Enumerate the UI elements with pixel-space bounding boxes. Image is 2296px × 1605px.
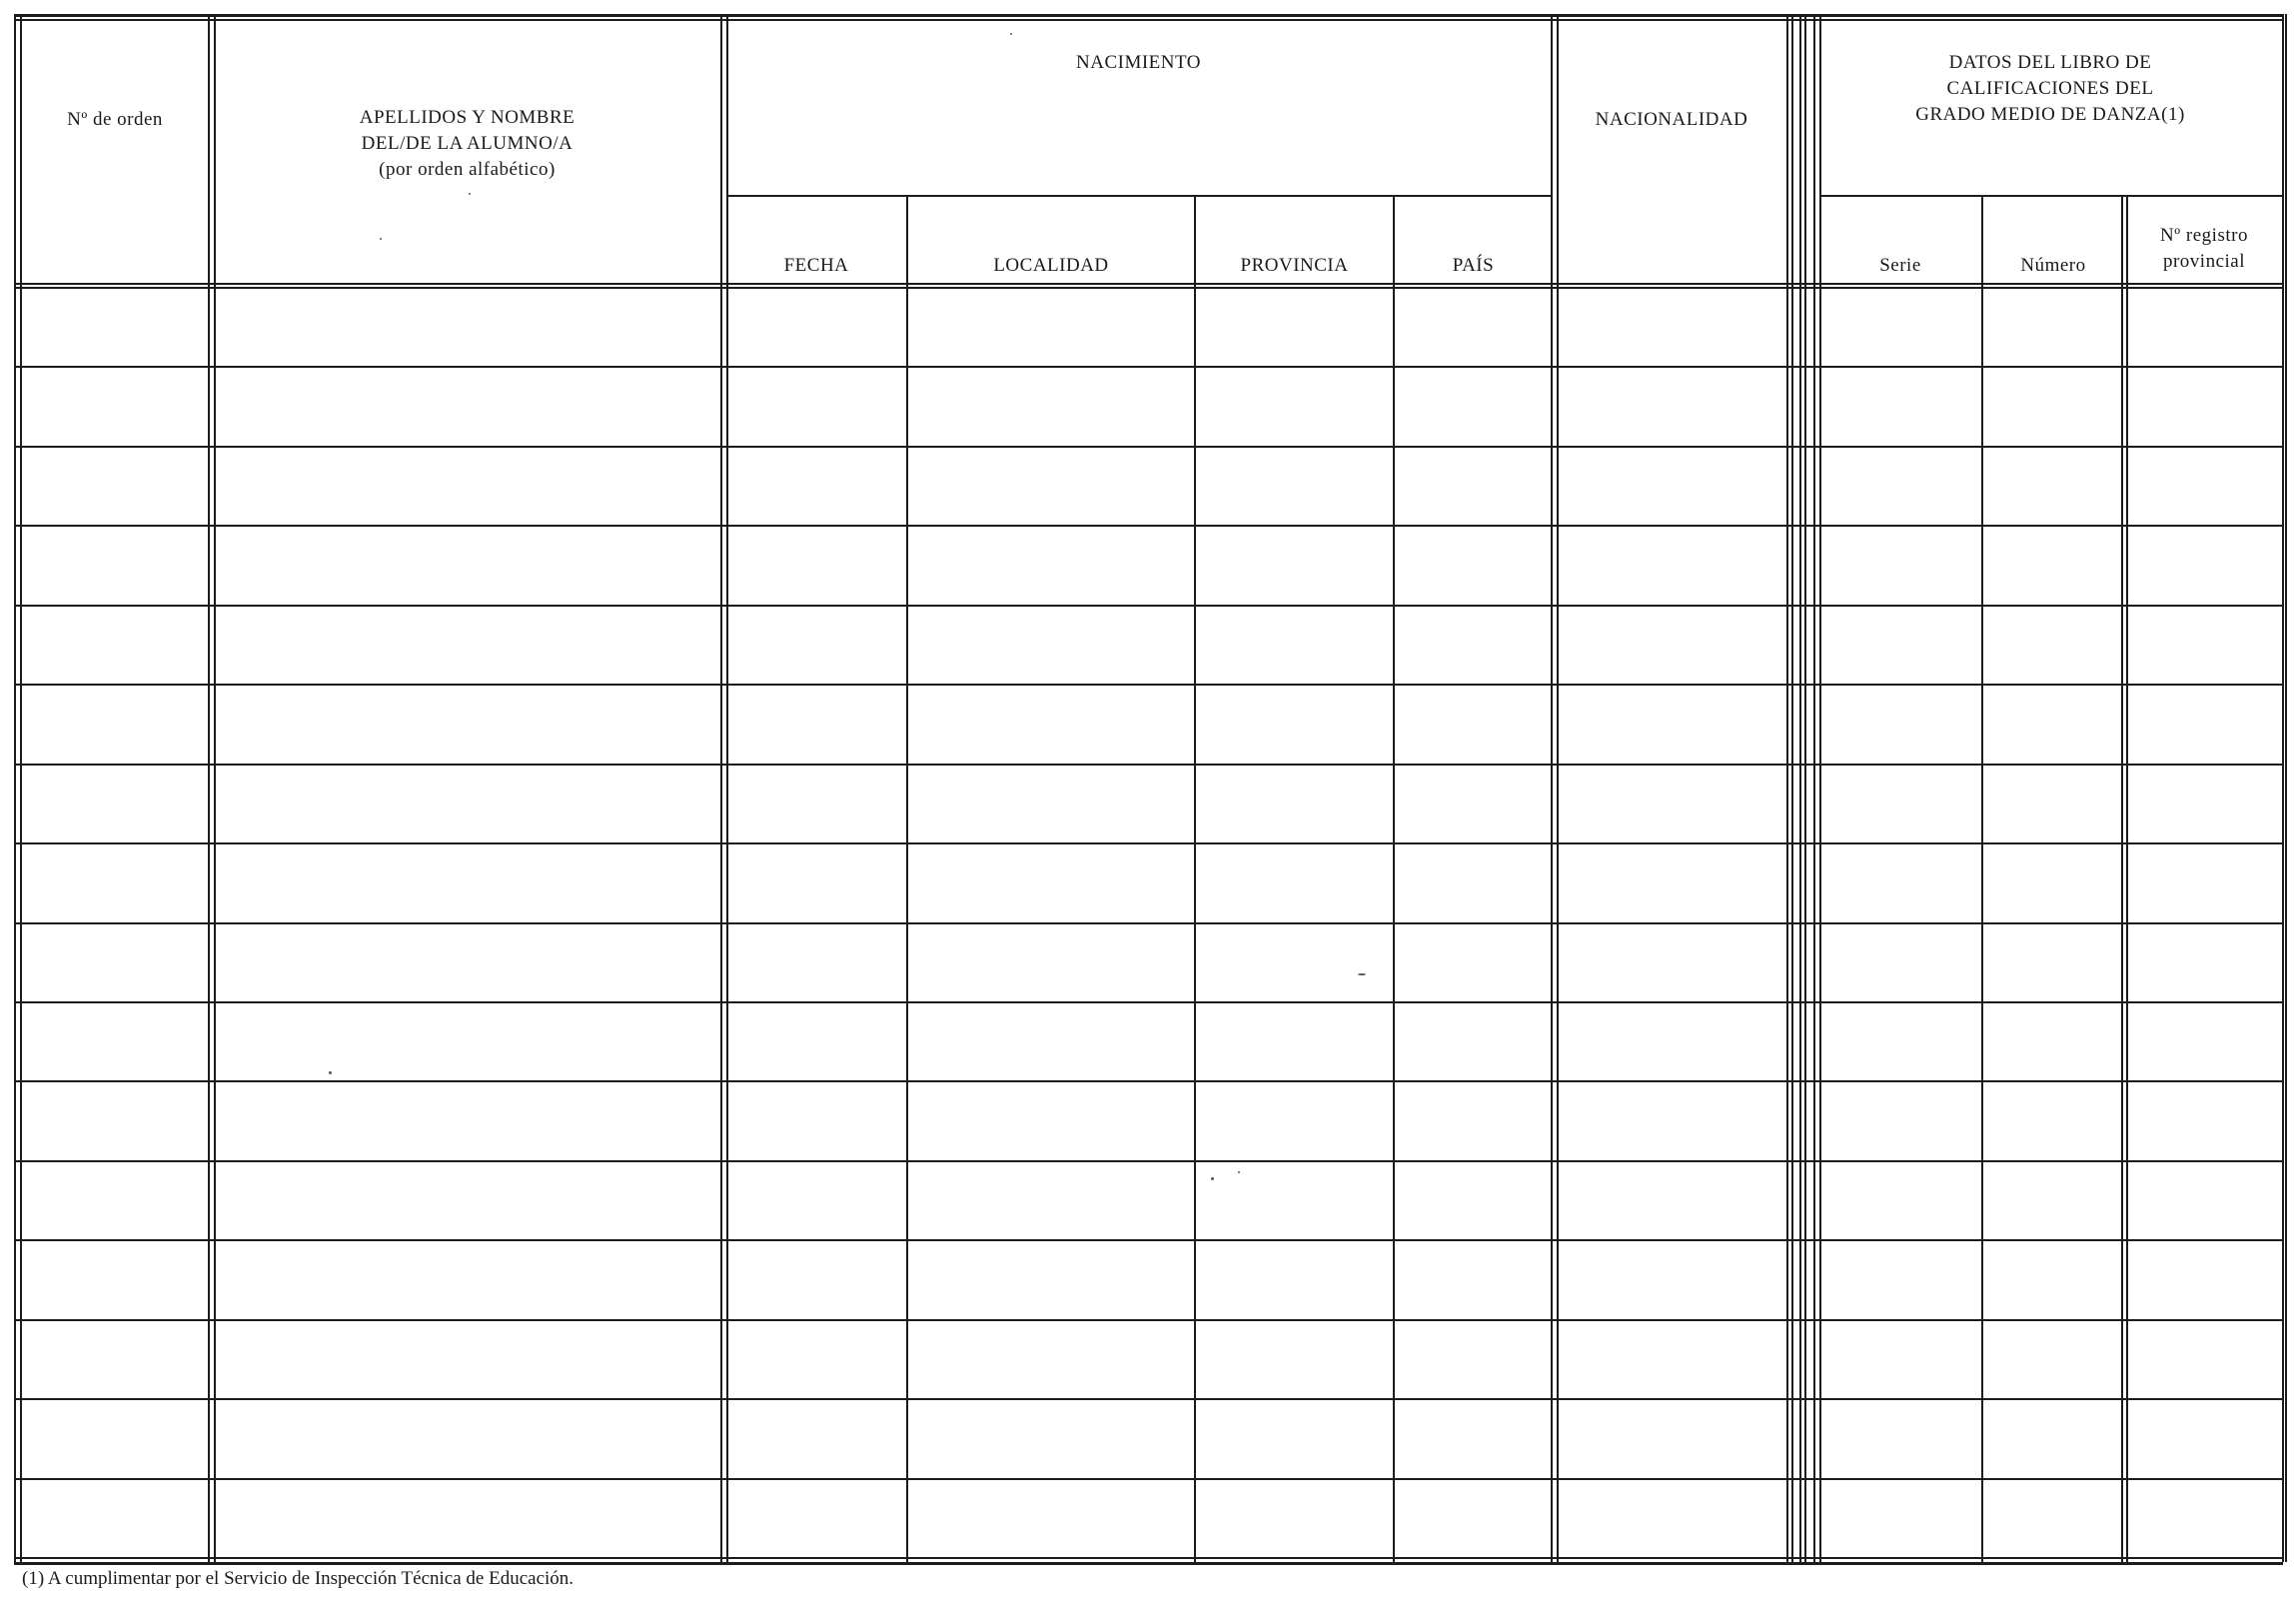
subcolumn-rule <box>906 195 908 1562</box>
cell-registro-provincial[interactable] <box>2130 369 2281 445</box>
cell-registro-provincial[interactable] <box>2130 449 2281 524</box>
cell-fecha[interactable] <box>728 528 905 604</box>
row-rule <box>14 525 2283 527</box>
header-apellidos-line2: DEL/DE LA ALUMNO/A <box>361 133 574 154</box>
cell-pais[interactable] <box>1397 1004 1550 1079</box>
cell-serie[interactable] <box>1821 1004 1980 1079</box>
cell-apellidos-nombre[interactable] <box>216 767 719 841</box>
nacimiento-subheader-rule <box>726 195 1551 197</box>
cell-pais[interactable] <box>1397 528 1550 604</box>
header-datos-libro-line3: GRADO MEDIO DE DANZA(1) <box>1915 104 2185 125</box>
cell-nacionalidad[interactable] <box>1559 845 1785 921</box>
cell-numero-orden[interactable] <box>22 845 207 921</box>
column-rule <box>1799 14 1801 1562</box>
column-rule <box>1551 14 1553 1562</box>
header-datos-libro <box>1820 50 2280 128</box>
cell-numero[interactable] <box>1985 925 2120 1000</box>
cell-numero[interactable] <box>1985 1004 2120 1079</box>
header-fecha: FECHA <box>783 255 849 276</box>
border-bottom <box>14 1562 2283 1565</box>
header-body-rule <box>14 287 2283 289</box>
header-datos-libro-line2: CALIFICACIONES DEL <box>1946 78 2154 99</box>
header-localidad: LOCALIDAD <box>993 255 1109 276</box>
column-rule <box>1804 14 1806 1562</box>
cell-provincia[interactable] <box>1198 1401 1392 1477</box>
cell-numero[interactable] <box>1985 1163 2120 1238</box>
subcolumn-rule <box>1981 195 1983 1562</box>
cell-fecha[interactable] <box>728 1322 905 1397</box>
header-provincia: PROVINCIA <box>1240 255 1349 276</box>
cell-nacionalidad[interactable] <box>1559 528 1785 604</box>
cell-pais[interactable] <box>1397 1481 1550 1556</box>
cell-registro-provincial[interactable] <box>2130 290 2281 365</box>
cell-apellidos-nombre[interactable] <box>216 449 719 524</box>
header-serie: Serie <box>1879 255 1921 276</box>
cell-pais[interactable] <box>1397 687 1550 763</box>
cell-localidad[interactable] <box>910 1163 1193 1238</box>
cell-registro-provincial[interactable] <box>2130 528 2281 604</box>
cell-pais[interactable] <box>1397 1083 1550 1159</box>
column-rule <box>14 14 16 1562</box>
row-rule <box>14 1319 2283 1321</box>
scan-speck <box>380 238 382 240</box>
footnote: (1) A cumplimentar por el Servicio de Inspección Técnica de Educación. <box>22 1568 574 1589</box>
cell-registro-provincial[interactable] <box>2130 925 2281 1000</box>
cell-apellidos-nombre[interactable] <box>216 925 719 1000</box>
row-rule <box>14 605 2283 607</box>
cell-pais[interactable] <box>1397 369 1550 445</box>
cell-registro-provincial[interactable] <box>2130 1163 2281 1238</box>
cell-serie[interactable] <box>1821 528 1980 604</box>
cell-numero[interactable] <box>1985 290 2120 365</box>
cell-provincia[interactable] <box>1198 1004 1392 1079</box>
cell-apellidos-nombre[interactable] <box>216 290 719 365</box>
cell-numero-orden[interactable] <box>22 369 207 445</box>
cell-numero-orden[interactable] <box>22 1322 207 1397</box>
cell-numero-orden[interactable] <box>22 290 207 365</box>
cell-provincia[interactable] <box>1198 687 1392 763</box>
row-rule <box>14 922 2283 924</box>
cell-apellidos-nombre[interactable] <box>216 1322 719 1397</box>
cell-fecha[interactable] <box>728 1242 905 1318</box>
cell-localidad[interactable] <box>910 1481 1193 1556</box>
cell-fecha[interactable] <box>728 1481 905 1556</box>
cell-nacionalidad[interactable] <box>1559 1322 1785 1397</box>
row-rule <box>14 764 2283 766</box>
cell-numero[interactable] <box>1985 608 2120 683</box>
cell-fecha[interactable] <box>728 449 905 524</box>
header-numero-orden: Nº de orden <box>67 109 163 130</box>
subcolumn-rule <box>2121 195 2123 1562</box>
cell-numero-orden[interactable] <box>22 449 207 524</box>
cell-numero-orden[interactable] <box>22 1481 207 1556</box>
header-registro-line2: provincial <box>2162 251 2246 272</box>
subcolumn-rule <box>1194 195 1196 1562</box>
cell-provincia[interactable] <box>1198 1481 1392 1556</box>
cell-fecha[interactable] <box>728 845 905 921</box>
scan-speck <box>329 1071 332 1074</box>
cell-provincia[interactable] <box>1198 1322 1392 1397</box>
column-rule <box>2285 14 2287 1562</box>
header-nacimiento: NACIMIENTO <box>1076 52 1201 73</box>
cell-numero[interactable] <box>1985 449 2120 524</box>
cell-numero-orden[interactable] <box>22 1004 207 1079</box>
cell-nacionalidad[interactable] <box>1559 1242 1785 1318</box>
cell-numero-orden[interactable] <box>22 1242 207 1318</box>
cell-fecha[interactable] <box>728 369 905 445</box>
cell-localidad[interactable] <box>910 449 1193 524</box>
cell-localidad[interactable] <box>910 845 1193 921</box>
cell-registro-provincial[interactable] <box>2130 1083 2281 1159</box>
cell-provincia[interactable] <box>1198 608 1392 683</box>
cell-apellidos-nombre[interactable] <box>216 1401 719 1477</box>
row-rule <box>14 1398 2283 1400</box>
cell-fecha[interactable] <box>728 1163 905 1238</box>
cell-pais[interactable] <box>1397 925 1550 1000</box>
cell-nacionalidad[interactable] <box>1559 1481 1785 1556</box>
cell-serie[interactable] <box>1821 1322 1980 1397</box>
cell-localidad[interactable] <box>910 1242 1193 1318</box>
subcolumn-rule <box>1393 195 1395 1562</box>
header-apellidos-line3: (por orden alfabético) <box>379 159 556 180</box>
cell-serie[interactable] <box>1821 767 1980 841</box>
cell-fecha[interactable] <box>728 925 905 1000</box>
border-top <box>14 14 2283 17</box>
scan-speck <box>1010 33 1012 35</box>
scan-speck <box>1211 1177 1214 1180</box>
cell-serie[interactable] <box>1821 1481 1980 1556</box>
cell-apellidos-nombre[interactable] <box>216 1083 719 1159</box>
cell-registro-provincial[interactable] <box>2130 1004 2281 1079</box>
cell-numero[interactable] <box>1985 1401 2120 1477</box>
column-rule <box>720 14 722 1562</box>
cell-apellidos-nombre[interactable] <box>216 1242 719 1318</box>
cell-numero[interactable] <box>1985 687 2120 763</box>
cell-pais[interactable] <box>1397 845 1550 921</box>
row-rule <box>14 1160 2283 1162</box>
cell-pais[interactable] <box>1397 608 1550 683</box>
cell-serie[interactable] <box>1821 925 1980 1000</box>
cell-serie[interactable] <box>1821 1083 1980 1159</box>
cell-pais[interactable] <box>1397 290 1550 365</box>
cell-numero-orden[interactable] <box>22 1083 207 1159</box>
row-rule <box>14 1080 2283 1082</box>
cell-numero[interactable] <box>1985 845 2120 921</box>
cell-apellidos-nombre[interactable] <box>216 687 719 763</box>
cell-localidad[interactable] <box>910 687 1193 763</box>
cell-provincia[interactable] <box>1198 449 1392 524</box>
cell-provincia[interactable] <box>1198 1083 1392 1159</box>
cell-registro-provincial[interactable] <box>2130 1242 2281 1318</box>
cell-fecha[interactable] <box>728 687 905 763</box>
subcolumn-rule <box>2126 195 2128 1562</box>
cell-serie[interactable] <box>1821 449 1980 524</box>
header-registro-line1: Nº registro <box>2160 225 2248 246</box>
cell-numero-orden[interactable] <box>22 767 207 841</box>
row-rule <box>14 684 2283 686</box>
cell-numero-orden[interactable] <box>22 528 207 604</box>
row-rule <box>14 366 2283 368</box>
cell-localidad[interactable] <box>910 1401 1193 1477</box>
cell-registro-provincial[interactable] <box>2130 1322 2281 1397</box>
cell-numero[interactable] <box>1985 1322 2120 1397</box>
scan-speck <box>469 193 471 195</box>
cell-serie[interactable] <box>1821 845 1980 921</box>
cell-pais[interactable] <box>1397 449 1550 524</box>
cell-fecha[interactable] <box>728 608 905 683</box>
cell-numero-orden[interactable] <box>22 687 207 763</box>
cell-provincia[interactable] <box>1198 1163 1392 1238</box>
cell-numero-orden[interactable] <box>22 1163 207 1238</box>
cell-apellidos-nombre[interactable] <box>216 1481 719 1556</box>
cell-apellidos-nombre[interactable] <box>216 369 719 445</box>
cell-serie[interactable] <box>1821 1163 1980 1238</box>
row-rule <box>14 446 2283 448</box>
cell-numero[interactable] <box>1985 528 2120 604</box>
cell-fecha[interactable] <box>728 1401 905 1477</box>
header-nacionalidad: NACIONALIDAD <box>1595 109 1748 130</box>
cell-serie[interactable] <box>1821 369 1980 445</box>
cell-serie[interactable] <box>1821 1242 1980 1318</box>
cell-fecha[interactable] <box>728 290 905 365</box>
cell-localidad[interactable] <box>910 290 1193 365</box>
cell-provincia[interactable] <box>1198 925 1392 1000</box>
cell-registro-provincial[interactable] <box>2130 767 2281 841</box>
border-top-inner <box>14 19 2283 21</box>
cell-provincia[interactable] <box>1198 528 1392 604</box>
cell-localidad[interactable] <box>910 1083 1193 1159</box>
cell-fecha[interactable] <box>728 1004 905 1079</box>
cell-serie[interactable] <box>1821 1401 1980 1477</box>
border-bottom-inner <box>14 1557 2283 1559</box>
cell-nacionalidad[interactable] <box>1559 608 1785 683</box>
header-body-rule <box>14 283 2283 285</box>
column-rule <box>1813 14 1815 1562</box>
header-pais: PAÍS <box>1452 255 1495 276</box>
cell-nacionalidad[interactable] <box>1559 369 1785 445</box>
cell-localidad[interactable] <box>910 608 1193 683</box>
header-datos-libro-line1: DATOS DEL LIBRO DE <box>1948 52 2152 73</box>
header-apellidos-nombre <box>215 105 719 183</box>
cell-provincia[interactable] <box>1198 1242 1392 1318</box>
header-registro-provincial <box>2128 223 2280 275</box>
row-rule <box>14 1478 2283 1480</box>
cell-provincia[interactable] <box>1198 767 1392 841</box>
cell-registro-provincial[interactable] <box>2130 1401 2281 1477</box>
cell-localidad[interactable] <box>910 767 1193 841</box>
cell-serie[interactable] <box>1821 687 1980 763</box>
header-apellidos-line1: APELLIDOS Y NOMBRE <box>359 107 575 128</box>
cell-nacionalidad[interactable] <box>1559 1083 1785 1159</box>
cell-nacionalidad[interactable] <box>1559 1004 1785 1079</box>
cell-numero-orden[interactable] <box>22 925 207 1000</box>
header-numero: Número <box>2020 255 2086 276</box>
cell-localidad[interactable] <box>910 369 1193 445</box>
cell-nacionalidad[interactable] <box>1559 449 1785 524</box>
scan-speck <box>1238 1171 1240 1173</box>
cell-localidad[interactable] <box>910 925 1193 1000</box>
cell-pais[interactable] <box>1397 1401 1550 1477</box>
cell-pais[interactable] <box>1397 1242 1550 1318</box>
cell-nacionalidad[interactable] <box>1559 1401 1785 1477</box>
cell-nacionalidad[interactable] <box>1559 925 1785 1000</box>
cell-localidad[interactable] <box>910 1004 1193 1079</box>
cell-serie[interactable] <box>1821 290 1980 365</box>
cell-registro-provincial[interactable] <box>2130 608 2281 683</box>
cell-numero[interactable] <box>1985 1083 2120 1159</box>
cell-apellidos-nombre[interactable] <box>216 845 719 921</box>
column-rule <box>2282 14 2284 1562</box>
cell-localidad[interactable] <box>910 528 1193 604</box>
libro-subheader-rule <box>1819 195 2282 197</box>
row-rule <box>14 1239 2283 1241</box>
cell-registro-provincial[interactable] <box>2130 687 2281 763</box>
column-rule <box>208 14 210 1562</box>
cell-fecha[interactable] <box>728 767 905 841</box>
cell-numero[interactable] <box>1985 1481 2120 1556</box>
cell-provincia[interactable] <box>1198 369 1392 445</box>
cell-registro-provincial[interactable] <box>2130 1481 2281 1556</box>
scan-speck <box>1358 973 1366 975</box>
cell-apellidos-nombre[interactable] <box>216 1163 719 1238</box>
column-rule <box>1786 14 1788 1562</box>
row-rule <box>14 1001 2283 1003</box>
cell-localidad[interactable] <box>910 1322 1193 1397</box>
cell-numero[interactable] <box>1985 1242 2120 1318</box>
cell-pais[interactable] <box>1397 1322 1550 1397</box>
column-rule <box>1791 14 1793 1562</box>
cell-nacionalidad[interactable] <box>1559 767 1785 841</box>
cell-nacionalidad[interactable] <box>1559 290 1785 365</box>
cell-numero-orden[interactable] <box>22 608 207 683</box>
cell-pais[interactable] <box>1397 1163 1550 1238</box>
cell-apellidos-nombre[interactable] <box>216 1004 719 1079</box>
row-rule <box>14 842 2283 844</box>
cell-nacionalidad[interactable] <box>1559 1163 1785 1238</box>
cell-apellidos-nombre[interactable] <box>216 608 719 683</box>
cell-pais[interactable] <box>1397 767 1550 841</box>
cell-serie[interactable] <box>1821 608 1980 683</box>
cell-nacionalidad[interactable] <box>1559 687 1785 763</box>
cell-numero-orden[interactable] <box>22 1401 207 1477</box>
cell-numero[interactable] <box>1985 369 2120 445</box>
cell-provincia[interactable] <box>1198 290 1392 365</box>
cell-fecha[interactable] <box>728 1083 905 1159</box>
cell-numero[interactable] <box>1985 767 2120 841</box>
cell-apellidos-nombre[interactable] <box>216 528 719 604</box>
cell-provincia[interactable] <box>1198 845 1392 921</box>
cell-registro-provincial[interactable] <box>2130 845 2281 921</box>
